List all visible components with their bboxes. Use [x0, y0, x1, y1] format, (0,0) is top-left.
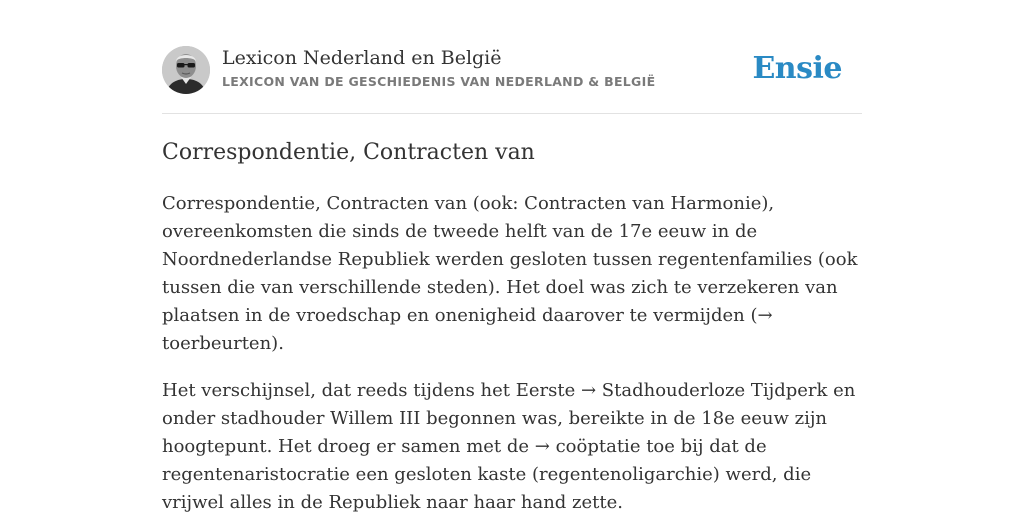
article-paragraph: Het verschijnsel, dat reeds tijdens het Eerste → Stadhouderloze Tijdperk en onder stadhouder Willem III begonnen was, bereikte in de 18e eeuw zijn hoogtepunt. Het droeg er samen met de → coöptatie toe bij dat de regentenaristocratie een gesloten kaste (regentenoligarchie) werd, die vrijwel alles in de Republiek naar haar hand zette. [162, 380, 856, 512]
portrait-avatar-icon[interactable] [162, 46, 210, 94]
article-paragraph: Correspondentie, Contracten van (ook: Contracten van Harmonie), overeenkomsten die sinds de tweede helft van de 17e eeuw in de Noordnederlandse Republiek werden gesloten tussen regentenfamilies (ook tussen die van verschillende steden). Het doel was zich te verzekeren van plaatsen in de vroedschap en onenigheid daarover te vermijden (→ toerbeurten). [162, 193, 858, 354]
ensie-logo[interactable]: Ensie [752, 51, 842, 86]
source-title[interactable]: Lexicon Nederland en België [222, 47, 502, 69]
source-header [162, 46, 862, 96]
header-divider [162, 113, 862, 114]
article-title: Correspondentie, Contracten van [162, 140, 535, 165]
article-body [162, 190, 867, 512]
source-subtitle: LEXICON VAN DE GESCHIEDENIS VAN NEDERLAND & BELGIË [222, 74, 656, 89]
